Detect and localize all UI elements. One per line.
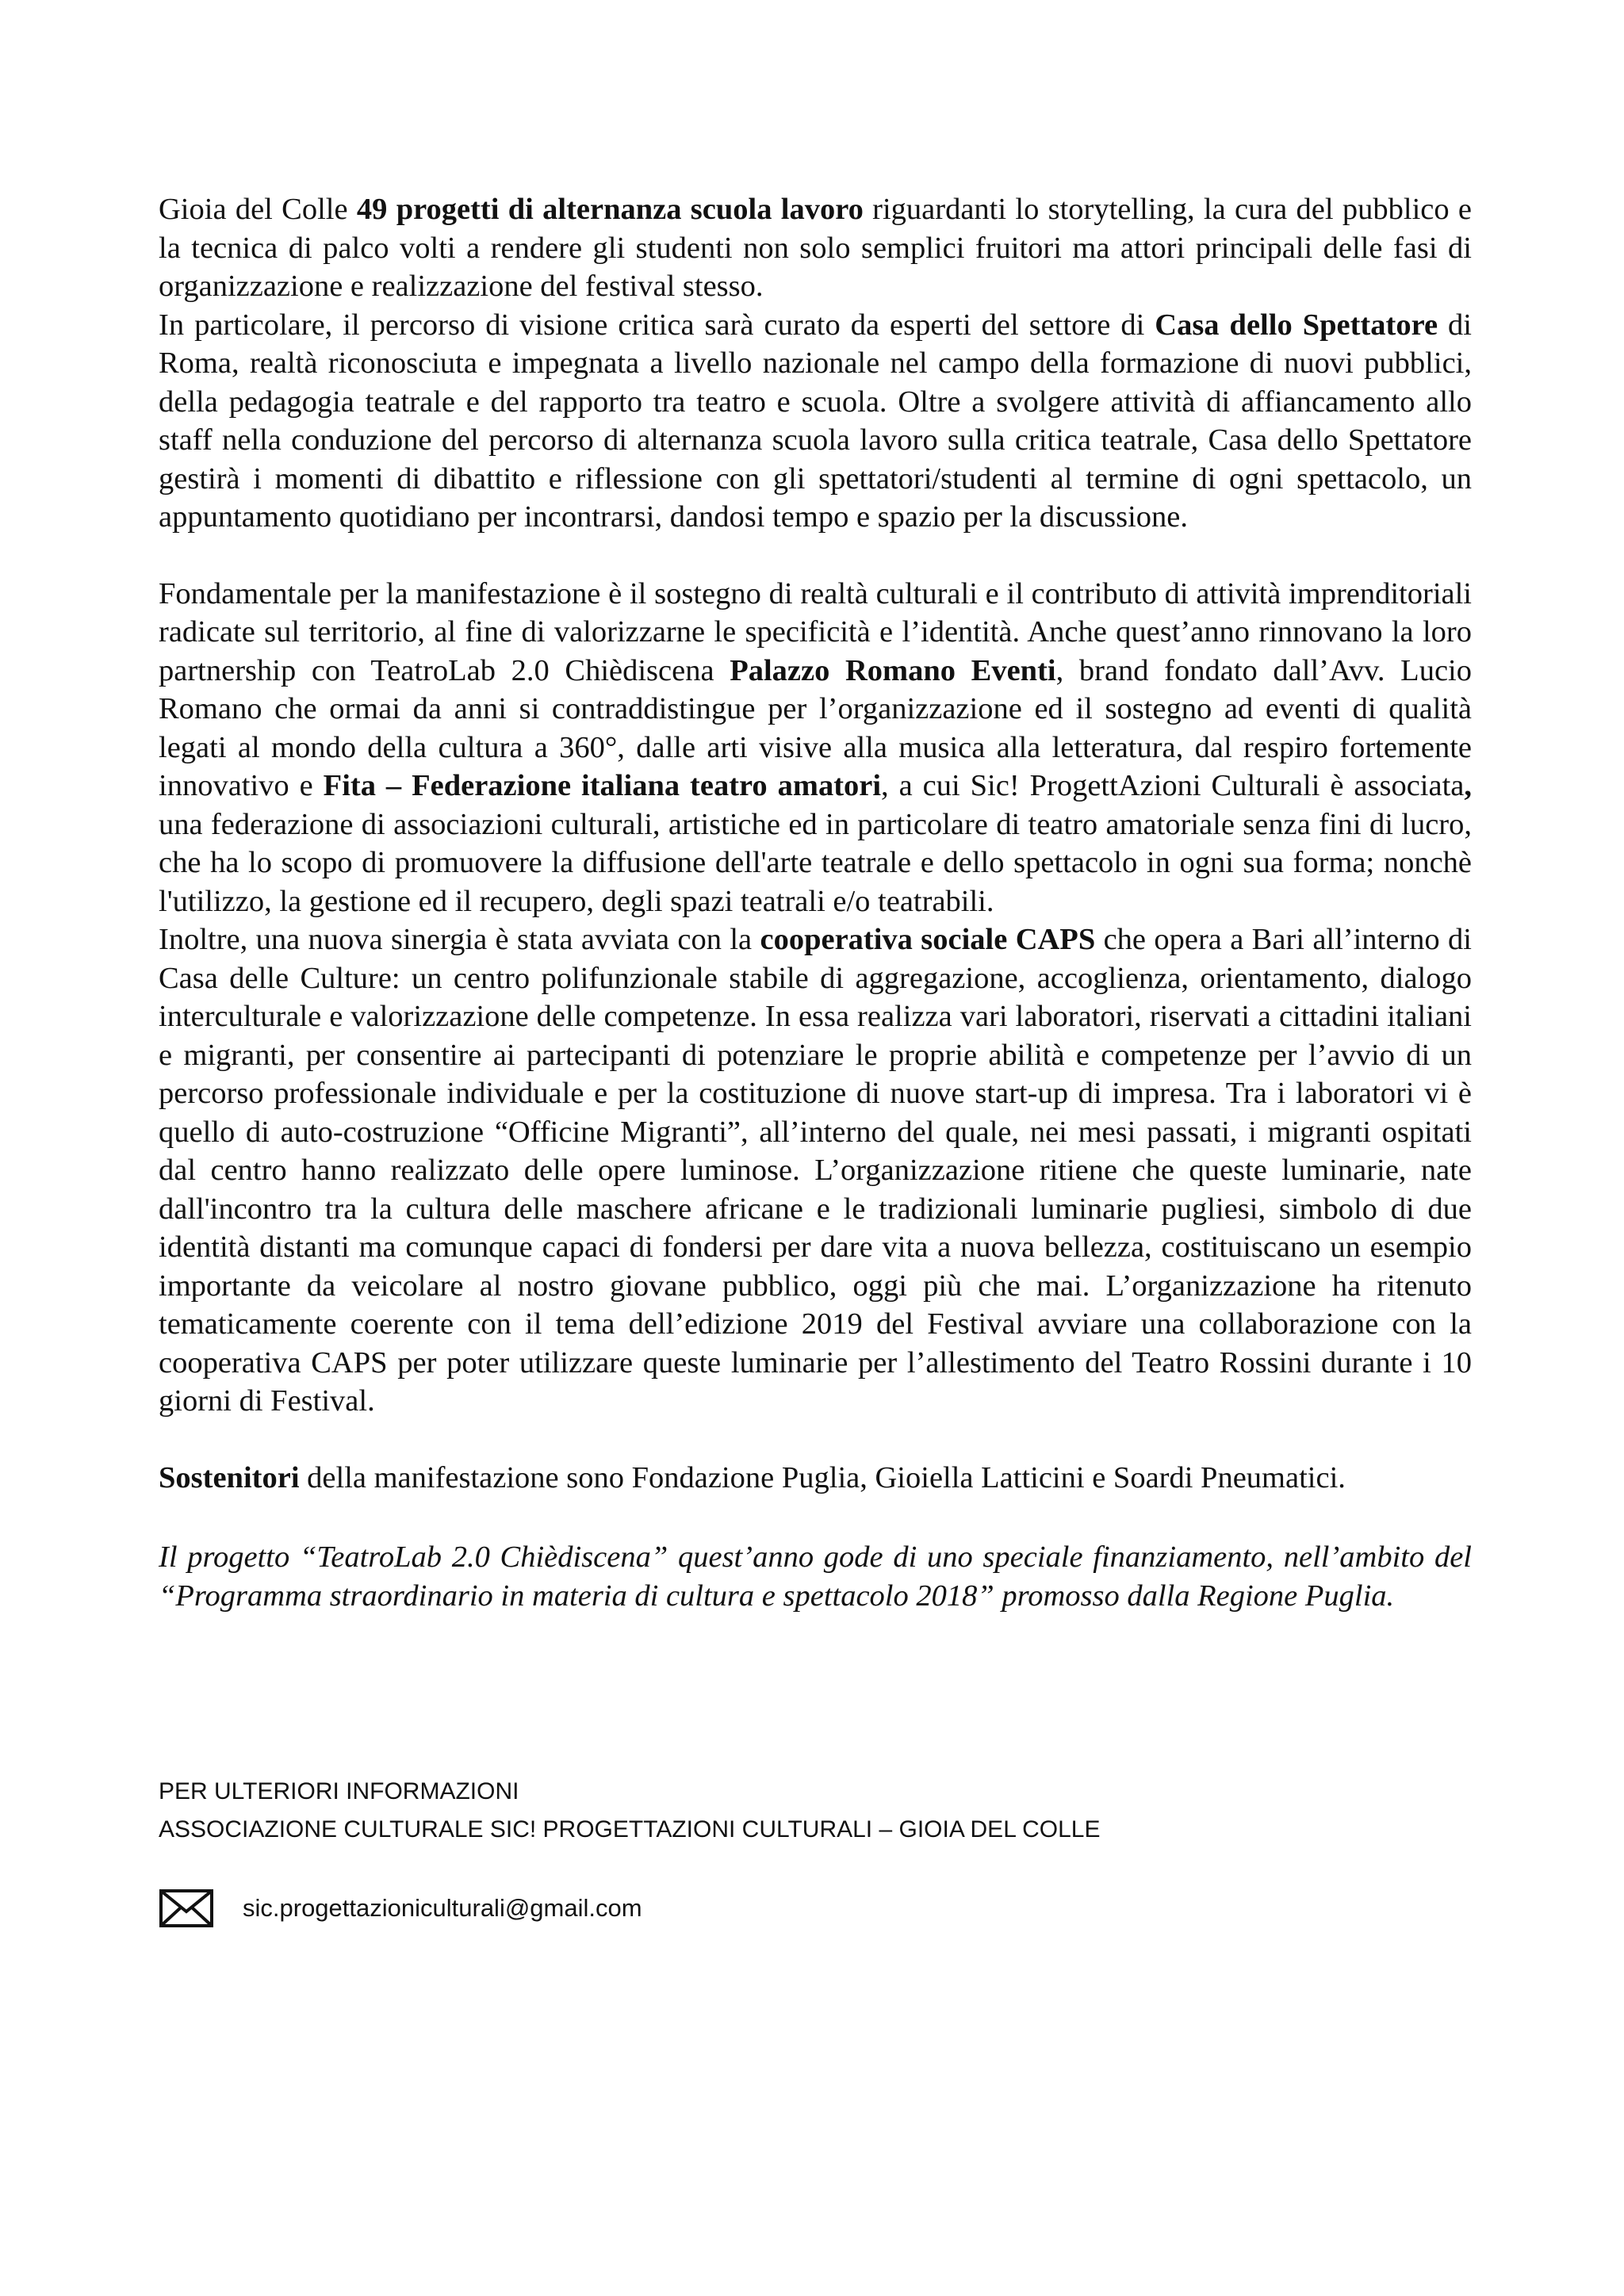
paragraph-alternanza	[159, 190, 1472, 306]
paragraph-sostenitori	[159, 1459, 1472, 1498]
paragraph-finanziamento	[159, 1538, 1472, 1615]
email-address-link[interactable]: sic.progettazioniculturali@gmail.com	[243, 1894, 642, 1922]
paragraph-sostegno	[159, 575, 1472, 921]
text-segment: Il progetto “TeatroLab 2.0 Chièdiscena” quest’anno gode di uno speciale finanziamento, nell’ambito del “Programma straordinario in materia di cultura e spettacolo 2018” promosso dalla Regione Puglia.	[159, 1540, 1472, 1613]
bold-text: Palazzo Romano Eventi	[730, 653, 1056, 687]
text-segment: della manifestazione sono Fondazione Puglia, Gioiella Latticini e Soardi Pneumatici.	[299, 1460, 1346, 1494]
mail-envelope-icon	[159, 1888, 214, 1928]
bold-text: cooperativa sociale CAPS	[760, 923, 1096, 956]
text-segment: In particolare, il percorso di visione critica sarà curato da esperti del settore di	[159, 308, 1155, 342]
bold-text: Casa dello Spettatore	[1155, 308, 1438, 342]
document-body	[159, 190, 1472, 1615]
paragraph-caps	[159, 920, 1472, 1421]
text-segment: Gioia del Colle	[159, 193, 357, 226]
text-segment: che opera a Bari all’interno di Casa delle Culture: un centro polifunzionale stabile di aggregazione, accoglienza, orientamento, dialogo interculturale e valorizzazione delle competenze. In essa realizza vari laboratori, riservati a cittadini italiani e migranti, per consentire ai partecipanti di potenziare le proprie abilità e competenze per l’avvio di un percorso professionale individuale e per la costituzione di nuove start-up di impresa. Tra i laboratori vi è quello di auto-costruzione “Officine Migranti”, all’interno del quale, nei mesi passati, i migranti ospitati dal centro hanno realizzato delle opere luminose. L’organizzazione ritiene che queste luminarie, nate dall'incontro tra la cultura delle maschere africane e le tradizionali luminarie pugliesi, simbolo di due identità distanti ma comunque capaci di fondersi per dare vita a nuova bellezza, costituiscano un esempio importante da veicolare al nostro giovane pubblico, oggi più che mai. L’organizzazione ha ritenuto tematicamente coerente con il tema dell’edizione 2019 del Festival avviare una collaborazione con la cooperativa CAPS per poter utilizzare queste luminarie per l’allestimento del Teatro Rossini durante i 10 giorni di Festival.	[159, 923, 1472, 1418]
text-segment: Fondamentale per la manifestazione è il sostegno di realtà culturali e il contributo di attività imprenditoriali radicate sul territorio, al fine di valorizzarne le specificità e l’identità. Anche quest’anno rinnovano la loro partnership con TeatroLab 2.0 Chièdiscena	[159, 576, 1472, 687]
contact-block	[159, 1773, 1100, 1849]
paragraph-spacer	[159, 1497, 1472, 1538]
text-segment: riguardanti lo storytelling, la cura del pubblico e la tecnica di palco volti a rendere gli studenti non solo semplici fruitori ma attori principali delle fasi di organizzazione e realizzazione del festival stesso.	[159, 193, 1472, 303]
text-segment: una federazione di associazioni culturali, artistiche ed in particolare di teatro amatoriale senza fini di lucro, che ha lo scopo di promuovere la diffusione dell'arte teatrale e dello spettacolo in ogni sua forma; nonchè l'utilizzo, la gestione ed il recupero, degli spazi teatrali e/o teatrabili.	[159, 807, 1472, 918]
bold-text: ,	[1464, 769, 1472, 802]
bold-text: Fita – Federazione italiana teatro amatori	[323, 769, 882, 802]
text-segment: Inoltre, una nuova sinergia è stata avviata con la	[159, 923, 760, 956]
paragraph-spacer	[159, 537, 1472, 575]
text-segment: di Roma, realtà riconosciuta e impegnata a livello nazionale nel campo della formazione di nuovi pubblici, della pedagogia teatrale e del rapporto tra teatro e scuola. Oltre a svolgere attività di affiancamento allo staff nella conduzione del percorso di alternanza scuola lavoro sulla critica teatrale, Casa dello Spettatore gestirà i momenti di dibattito e riflessione con gli spettatori/studenti al termine di ogni spettacolo, un appuntamento quotidiano per incontrarsi, dandosi tempo e spazio per la discussione.	[159, 308, 1472, 534]
text-segment: , brand fondato dall’Avv. Lucio Romano che ormai da anni si contraddistingue per l’organizzazione ed il sostegno ad eventi di qualità legati al mondo della cultura a 360°, dalle arti visive alla musica alla letteratura, dal respiro fortemente innovativo e	[159, 653, 1472, 802]
bold-text: Sostenitori	[159, 1460, 300, 1494]
paragraph-spacer	[159, 1421, 1472, 1459]
text-segment: , a cui Sic! ProgettAzioni Culturali è associata	[881, 769, 1465, 802]
email-row	[159, 1888, 642, 1928]
paragraph-visione-critica	[159, 306, 1472, 537]
contact-heading: PER ULTERIORI INFORMAZIONI	[159, 1778, 519, 1804]
bold-text: 49 progetti di alternanza scuola lavoro	[356, 193, 864, 226]
contact-organization: ASSOCIAZIONE CULTURALE SIC! PROGETTAZIONI CULTURALI – GIOIA DEL COLLE	[159, 1816, 1101, 1843]
